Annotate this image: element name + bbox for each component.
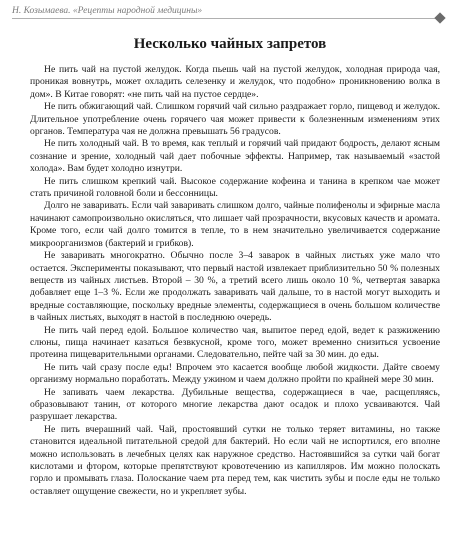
- header-diamond-marker: [434, 12, 445, 23]
- running-title: Н. Козымаева. «Рецепты народной медицины»: [12, 6, 203, 16]
- paragraph: Не запивать чаем лекарства. Дубильные вещества, содержащиеся в чае, расщепляясь, образовывают танин, от которого многие лекарства дают осадок и плохо усваиваются. Чай разрушает лекарства.: [30, 386, 440, 423]
- page-title: Несколько чайных запретов: [133, 36, 327, 52]
- paragraph: Не пить обжигающий чай. Слишком горячий чай сильно раздражает горло, пищевод и желудок. Длительное употребление очень горячего чая может привести к болезненным изменениям этих органов. Температура чая не должна превышать 56 градусов.: [30, 101, 440, 138]
- paragraph: Не пить чай на пустой желудок. Когда пьешь чай на пустой желудок, холодная природа чая, проникая вовнутрь, может охладить селезенку и желудок, что подобно» проникновению волка в дом». В Китае говорят: «не пить чай на пустое сердце».: [30, 64, 440, 100]
- paragraph: Не заваривать многократно. Обычно после 3–4 заварок в чайных листьях уже мало что остается. Эксперименты показывают, что первый настой извлекает приблизительно 50 % полезных веществ из чайных листьев. Второй – 30 %, а третий всего лишь около 10 %, четвертая заварка добавляет еще 1–3 %. Если же продолжать заваривать чай дальше, то в настой могут выходить и вредные составляющие, поскольку вредные элементы, содержащиеся в очень большом количестве в чайных листьях, выходят в настой в последнюю очередь.: [30, 250, 440, 324]
- paragraph: Не пить вчерашний чай. Чай, простоявший сутки не только теряет витамины, но также становится идеальной питательной средой для бактерий. Но если чай не испортился, его вполне можно использовать в лечебных целях как наружное средство. Настоявшийся за сутки чай богат кислотами и фтором, которые препятствуют кровотечению из капилляров. Им можно полоскать горло и промывать глаза. Полоскание чаем рта перед тем, как чистить зубы и после еды не только оставляет ощущение свежести, но и укрепляет зубы.: [30, 423, 440, 497]
- paragraph: Долго не заваривать. Если чай заваривать слишком долго, чайные полифенолы и эфирные масла начинают самопроизвольно окисляться, что лишает чай прозрачности, вкусовых качеств и аромата. Кроме того, если чай долго томится в тепле, то в нем значительно увеличивается содержание микроорганизмов (бактерий и грибков).: [30, 200, 440, 249]
- article-body: [30, 64, 440, 498]
- paragraph: Не пить холодный чай. В то время, как теплый и горячий чай придают бодрость, делают ясным сознание и зрение, холодный чай дает побочные эффекты. Например, так называемый «застой холода». Вам будет холодно изнутри.: [30, 138, 440, 175]
- running-header: [12, 6, 438, 19]
- paragraph: Не пить чай перед едой. Большое количество чая, выпитое перед едой, ведет к разжижению слюны, пища начинает казаться безвкусной, кроме того, может временно снизиться усвоение протеина пищеварительными органами. Следовательно, пейте чай за 30 мин. до еды.: [30, 324, 440, 361]
- paragraph: Не пить чай сразу после еды! Впрочем это касается вообще любой жидкости. Дайте своему организму нормально поработать. Между ужином и чаем должно пройти по крайней мере 30 мин.: [30, 361, 440, 386]
- paragraph: Не пить слишком крепкий чай. Высокое содержание кофеина и танина в крепком чае может стать причиной головной боли и бессонницы.: [30, 175, 440, 200]
